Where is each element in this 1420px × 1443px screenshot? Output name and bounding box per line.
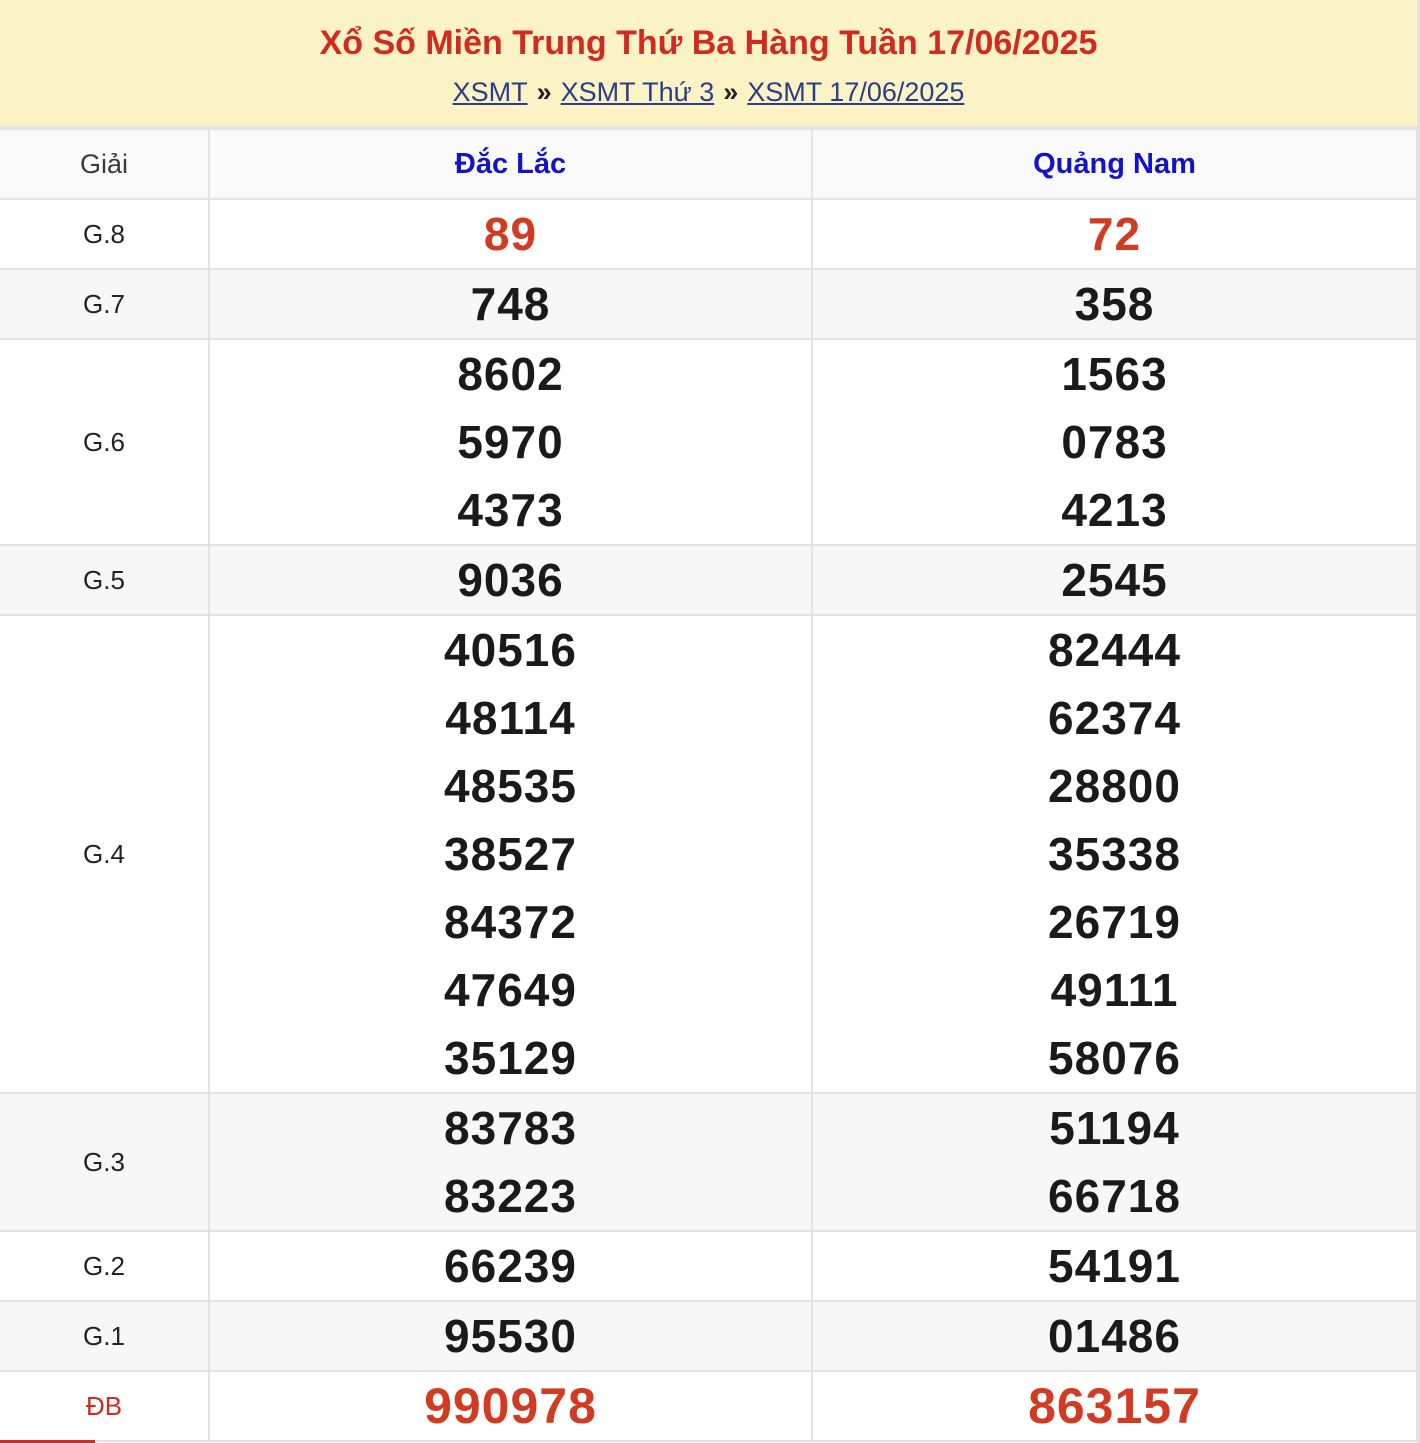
column-header-province-2: Quảng Nam	[812, 129, 1417, 199]
prize-number: 49111	[1050, 964, 1179, 1016]
prize-cell-province-2	[812, 199, 1417, 269]
prize-row-g1	[0, 1301, 1417, 1371]
prize-number: 35338	[1048, 828, 1181, 880]
prize-number: 62374	[1048, 692, 1181, 744]
special-prize-number: 990978	[424, 1378, 597, 1434]
breadcrumb-link-xsmt-thu3[interactable]: XSMT Thứ 3	[560, 77, 715, 107]
prize-number: 8602	[457, 348, 564, 400]
prize-number: 2545	[1061, 554, 1168, 606]
column-header-giai: Giải	[0, 129, 209, 199]
prize-number: 748	[470, 278, 551, 330]
page-title: Xổ Số Miền Trung Thứ Ba Hàng Tuần 17/06/2025	[319, 24, 1098, 62]
prize-number: 47649	[444, 964, 577, 1016]
prize-label: G.5	[0, 545, 209, 615]
prize-cell-province-1	[209, 1301, 812, 1371]
prize-cell-province-1	[209, 339, 812, 545]
prize-cell-province-2	[812, 615, 1417, 1093]
breadcrumb-link-xsmt[interactable]: XSMT	[452, 77, 528, 107]
breadcrumb-link-xsmt-date[interactable]: XSMT 17/06/2025	[747, 77, 965, 107]
prize-number: 82444	[1048, 624, 1181, 676]
prize-label: G.1	[0, 1301, 209, 1371]
prize-number: 35129	[444, 1032, 577, 1084]
prize-label: G.3	[0, 1093, 209, 1231]
prize-number: 48114	[445, 692, 576, 744]
breadcrumb-separator: »	[536, 77, 552, 107]
breadcrumb	[0, 77, 1417, 107]
prize-number: 84372	[444, 896, 577, 948]
prize-cell-province-1	[209, 269, 812, 339]
prize-number: 01486	[1048, 1310, 1181, 1362]
prize-number: 0783	[1061, 416, 1168, 468]
prize-number: 4373	[457, 484, 564, 536]
table-header-row	[0, 129, 1417, 199]
prize-cell-province-2	[812, 269, 1417, 339]
prize-number: 38527	[444, 828, 577, 880]
prize-cell-province-2	[812, 545, 1417, 615]
prize-cell-province-2	[812, 1231, 1417, 1301]
prize-label: ĐB	[0, 1371, 209, 1441]
prize-number: 5970	[457, 416, 564, 468]
breadcrumb-separator: »	[723, 77, 739, 107]
prize-number: 83783	[444, 1102, 577, 1154]
prize-row-g8	[0, 199, 1417, 269]
prize-cell-province-1	[209, 545, 812, 615]
prize-number: 48535	[444, 760, 577, 812]
prize-cell-province-2	[812, 1371, 1417, 1441]
prize-number: 72	[1087, 208, 1142, 260]
prize-cell-province-2	[812, 1301, 1417, 1371]
prize-cell-province-2	[812, 339, 1417, 545]
results-header	[0, 0, 1417, 128]
prize-number: 26719	[1048, 896, 1181, 948]
prize-number: 58076	[1048, 1032, 1181, 1084]
prize-row-g3	[0, 1093, 1417, 1231]
prize-number: 95530	[444, 1310, 577, 1362]
prize-label: G.4	[0, 615, 209, 1093]
prize-number: 358	[1074, 278, 1155, 330]
prize-label: G.7	[0, 269, 209, 339]
prize-number: 4213	[1061, 484, 1168, 536]
prize-row-db	[0, 1371, 1417, 1441]
prize-number: 1563	[1061, 348, 1168, 400]
prize-number: 89	[483, 208, 538, 260]
prize-number: 66239	[444, 1240, 577, 1292]
prize-number: 66718	[1048, 1170, 1181, 1222]
prize-row-g7	[0, 269, 1417, 339]
prize-cell-province-1	[209, 1231, 812, 1301]
prize-number: 51194	[1049, 1102, 1180, 1154]
special-prize-number: 863157	[1028, 1378, 1201, 1434]
prize-label: G.8	[0, 199, 209, 269]
prize-cell-province-1	[209, 199, 812, 269]
prize-number: 83223	[444, 1170, 577, 1222]
results-table	[0, 128, 1418, 1442]
prize-label: G.6	[0, 339, 209, 545]
prize-number: 40516	[444, 624, 577, 676]
column-header-province-1: Đắc Lắc	[209, 129, 812, 199]
prize-cell-province-1	[209, 1371, 812, 1441]
prize-number: 9036	[457, 554, 564, 606]
prize-cell-province-1	[209, 615, 812, 1093]
prize-label: G.2	[0, 1231, 209, 1301]
prize-cell-province-2	[812, 1093, 1417, 1231]
prize-row-g5	[0, 545, 1417, 615]
prize-number: 28800	[1048, 760, 1181, 812]
prize-row-g2	[0, 1231, 1417, 1301]
prize-number: 54191	[1048, 1240, 1181, 1292]
prize-row-g6	[0, 339, 1417, 545]
prize-row-g4	[0, 615, 1417, 1093]
prize-cell-province-1	[209, 1093, 812, 1231]
